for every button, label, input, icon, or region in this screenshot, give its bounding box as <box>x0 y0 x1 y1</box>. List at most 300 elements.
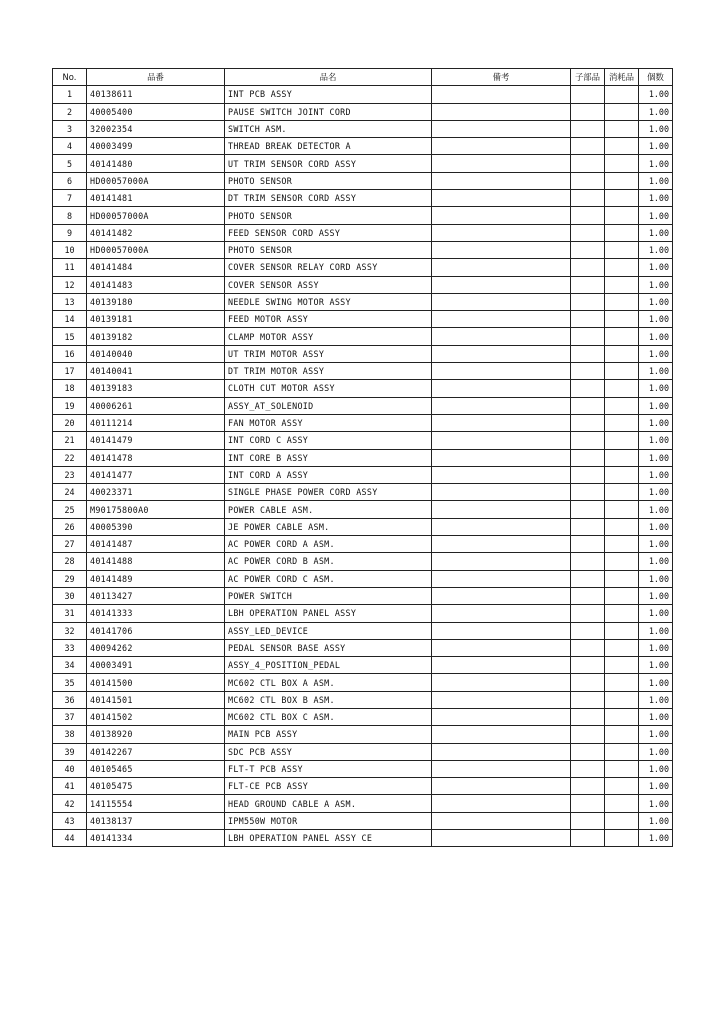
row-consumable <box>605 778 639 795</box>
row-part-code: 40141334 <box>87 830 225 847</box>
row-quantity: 1.00 <box>639 812 673 829</box>
table-row <box>53 241 673 258</box>
row-consumable <box>605 120 639 137</box>
row-remarks <box>432 622 571 639</box>
row-part-name: AC POWER CORD A ASM. <box>225 536 432 553</box>
row-no: 26 <box>53 518 87 535</box>
row-part-code: 40023371 <box>87 484 225 501</box>
row-no: 12 <box>53 276 87 293</box>
row-remarks <box>432 830 571 847</box>
row-sub-part <box>571 812 605 829</box>
row-part-name: AC POWER CORD B ASM. <box>225 553 432 570</box>
row-part-name: FLT-CE PCB ASSY <box>225 778 432 795</box>
row-remarks <box>432 241 571 258</box>
row-remarks <box>432 639 571 656</box>
row-consumable <box>605 293 639 310</box>
row-part-code: 14115554 <box>87 795 225 812</box>
table-row <box>53 311 673 328</box>
row-consumable <box>605 536 639 553</box>
row-sub-part <box>571 293 605 310</box>
table-row <box>53 86 673 103</box>
row-remarks <box>432 795 571 812</box>
row-remarks <box>432 259 571 276</box>
header-sub-part: 子部品 <box>571 69 605 86</box>
row-part-code: 40142267 <box>87 743 225 760</box>
row-part-code: 40105465 <box>87 760 225 777</box>
row-part-code: 40140040 <box>87 345 225 362</box>
row-consumable <box>605 103 639 120</box>
row-part-code: HD00057000A <box>87 241 225 258</box>
row-part-code: 40141479 <box>87 432 225 449</box>
row-quantity: 1.00 <box>639 207 673 224</box>
row-sub-part <box>571 484 605 501</box>
row-quantity: 1.00 <box>639 224 673 241</box>
table-row <box>53 760 673 777</box>
row-no: 38 <box>53 726 87 743</box>
row-no: 19 <box>53 397 87 414</box>
row-consumable <box>605 155 639 172</box>
row-remarks <box>432 138 571 155</box>
row-part-name: INT CORD C ASSY <box>225 432 432 449</box>
table-row <box>53 587 673 604</box>
row-sub-part <box>571 518 605 535</box>
row-remarks <box>432 345 571 362</box>
row-no: 44 <box>53 830 87 847</box>
row-consumable <box>605 587 639 604</box>
table-row <box>53 224 673 241</box>
row-no: 1 <box>53 86 87 103</box>
row-sub-part <box>571 138 605 155</box>
row-part-name: UT TRIM SENSOR CORD ASSY <box>225 155 432 172</box>
row-quantity: 1.00 <box>639 120 673 137</box>
row-part-code: 40141502 <box>87 708 225 725</box>
row-part-name: FLT-T PCB ASSY <box>225 760 432 777</box>
row-remarks <box>432 190 571 207</box>
row-remarks <box>432 449 571 466</box>
row-quantity: 1.00 <box>639 86 673 103</box>
row-sub-part <box>571 570 605 587</box>
row-part-name: SDC PCB ASSY <box>225 743 432 760</box>
row-part-name: INT CORD A ASSY <box>225 466 432 483</box>
table-row <box>53 155 673 172</box>
row-remarks <box>432 311 571 328</box>
row-no: 2 <box>53 103 87 120</box>
row-part-code: 40139180 <box>87 293 225 310</box>
row-consumable <box>605 138 639 155</box>
row-quantity: 1.00 <box>639 432 673 449</box>
table-row <box>53 743 673 760</box>
row-consumable <box>605 657 639 674</box>
row-consumable <box>605 708 639 725</box>
row-remarks <box>432 155 571 172</box>
table-row <box>53 605 673 622</box>
row-part-code: 40141706 <box>87 622 225 639</box>
row-part-name: DT TRIM SENSOR CORD ASSY <box>225 190 432 207</box>
row-no: 14 <box>53 311 87 328</box>
row-sub-part <box>571 743 605 760</box>
row-no: 39 <box>53 743 87 760</box>
row-quantity: 1.00 <box>639 743 673 760</box>
row-no: 42 <box>53 795 87 812</box>
table-row <box>53 639 673 656</box>
row-no: 30 <box>53 587 87 604</box>
row-no: 40 <box>53 760 87 777</box>
table-row <box>53 726 673 743</box>
row-part-name: ASSY_4_POSITION_PEDAL <box>225 657 432 674</box>
row-quantity: 1.00 <box>639 259 673 276</box>
row-part-code: 40139183 <box>87 380 225 397</box>
row-quantity: 1.00 <box>639 536 673 553</box>
row-remarks <box>432 293 571 310</box>
row-part-name: COVER SENSOR ASSY <box>225 276 432 293</box>
row-no: 11 <box>53 259 87 276</box>
row-remarks <box>432 120 571 137</box>
row-sub-part <box>571 363 605 380</box>
row-part-code: 40141477 <box>87 466 225 483</box>
table-row <box>53 414 673 431</box>
row-sub-part <box>571 605 605 622</box>
row-no: 29 <box>53 570 87 587</box>
header-quantity: 個数 <box>639 69 673 86</box>
header-row <box>53 69 673 86</box>
row-part-code: 40141483 <box>87 276 225 293</box>
row-remarks <box>432 328 571 345</box>
row-quantity: 1.00 <box>639 657 673 674</box>
row-part-name: PAUSE SWITCH JOINT CORD <box>225 103 432 120</box>
row-no: 31 <box>53 605 87 622</box>
row-part-name: JE POWER CABLE ASM. <box>225 518 432 535</box>
row-quantity: 1.00 <box>639 155 673 172</box>
parts-table-body <box>53 86 673 847</box>
table-row <box>53 138 673 155</box>
row-consumable <box>605 380 639 397</box>
table-row <box>53 830 673 847</box>
row-remarks <box>432 518 571 535</box>
row-consumable <box>605 760 639 777</box>
table-row <box>53 518 673 535</box>
row-sub-part <box>571 449 605 466</box>
row-consumable <box>605 501 639 518</box>
header-remarks: 備考 <box>432 69 571 86</box>
table-row <box>53 172 673 189</box>
row-no: 3 <box>53 120 87 137</box>
table-row <box>53 570 673 587</box>
row-part-name: CLAMP MOTOR ASSY <box>225 328 432 345</box>
row-part-code: 40141478 <box>87 449 225 466</box>
row-remarks <box>432 778 571 795</box>
row-sub-part <box>571 86 605 103</box>
row-no: 25 <box>53 501 87 518</box>
row-quantity: 1.00 <box>639 795 673 812</box>
row-remarks <box>432 207 571 224</box>
row-consumable <box>605 414 639 431</box>
row-quantity: 1.00 <box>639 622 673 639</box>
row-remarks <box>432 605 571 622</box>
row-quantity: 1.00 <box>639 830 673 847</box>
table-row <box>53 795 673 812</box>
row-part-code: 32002354 <box>87 120 225 137</box>
row-quantity: 1.00 <box>639 345 673 362</box>
table-row <box>53 328 673 345</box>
table-row <box>53 190 673 207</box>
row-consumable <box>605 432 639 449</box>
row-consumable <box>605 190 639 207</box>
row-no: 8 <box>53 207 87 224</box>
row-part-code: 40141484 <box>87 259 225 276</box>
table-row <box>53 708 673 725</box>
row-sub-part <box>571 397 605 414</box>
row-quantity: 1.00 <box>639 449 673 466</box>
row-sub-part <box>571 432 605 449</box>
row-part-name: INT CORE B ASSY <box>225 449 432 466</box>
row-quantity: 1.00 <box>639 778 673 795</box>
row-quantity: 1.00 <box>639 570 673 587</box>
row-remarks <box>432 743 571 760</box>
row-part-code: 40141500 <box>87 674 225 691</box>
row-sub-part <box>571 536 605 553</box>
row-quantity: 1.00 <box>639 587 673 604</box>
row-sub-part <box>571 708 605 725</box>
row-part-code: 40141482 <box>87 224 225 241</box>
row-no: 15 <box>53 328 87 345</box>
row-part-name: UT TRIM MOTOR ASSY <box>225 345 432 362</box>
row-no: 32 <box>53 622 87 639</box>
row-part-code: 40003491 <box>87 657 225 674</box>
row-no: 33 <box>53 639 87 656</box>
row-no: 27 <box>53 536 87 553</box>
row-part-code: 40139182 <box>87 328 225 345</box>
row-no: 20 <box>53 414 87 431</box>
row-quantity: 1.00 <box>639 293 673 310</box>
table-row <box>53 778 673 795</box>
row-consumable <box>605 449 639 466</box>
row-sub-part <box>571 172 605 189</box>
row-part-name: MC602 CTL BOX B ASM. <box>225 691 432 708</box>
table-row <box>53 345 673 362</box>
table-row <box>53 553 673 570</box>
row-quantity: 1.00 <box>639 501 673 518</box>
row-part-name: PEDAL SENSOR BASE ASSY <box>225 639 432 656</box>
row-no: 41 <box>53 778 87 795</box>
row-sub-part <box>571 207 605 224</box>
row-sub-part <box>571 587 605 604</box>
row-part-name: FEED SENSOR CORD ASSY <box>225 224 432 241</box>
row-remarks <box>432 553 571 570</box>
row-sub-part <box>571 674 605 691</box>
row-no: 43 <box>53 812 87 829</box>
row-part-name: PHOTO SENSOR <box>225 207 432 224</box>
header-consumable: 消耗品 <box>605 69 639 86</box>
row-sub-part <box>571 657 605 674</box>
row-sub-part <box>571 276 605 293</box>
row-remarks <box>432 484 571 501</box>
row-no: 37 <box>53 708 87 725</box>
row-quantity: 1.00 <box>639 380 673 397</box>
row-quantity: 1.00 <box>639 172 673 189</box>
row-quantity: 1.00 <box>639 138 673 155</box>
table-row <box>53 674 673 691</box>
table-row <box>53 691 673 708</box>
row-part-name: PHOTO SENSOR <box>225 172 432 189</box>
row-quantity: 1.00 <box>639 674 673 691</box>
row-no: 7 <box>53 190 87 207</box>
row-no: 18 <box>53 380 87 397</box>
row-sub-part <box>571 380 605 397</box>
row-consumable <box>605 241 639 258</box>
row-remarks <box>432 397 571 414</box>
row-part-code: 40003499 <box>87 138 225 155</box>
row-quantity: 1.00 <box>639 414 673 431</box>
row-consumable <box>605 484 639 501</box>
row-part-name: SWITCH ASM. <box>225 120 432 137</box>
row-sub-part <box>571 726 605 743</box>
table-row <box>53 622 673 639</box>
row-part-code: 40094262 <box>87 639 225 656</box>
row-sub-part <box>571 224 605 241</box>
row-part-code: 40138137 <box>87 812 225 829</box>
row-part-name: COVER SENSOR RELAY CORD ASSY <box>225 259 432 276</box>
row-part-name: IPM550W MOTOR <box>225 812 432 829</box>
row-consumable <box>605 830 639 847</box>
row-no: 21 <box>53 432 87 449</box>
parts-list-page <box>52 68 672 847</box>
row-consumable <box>605 639 639 656</box>
row-part-code: 40141501 <box>87 691 225 708</box>
row-sub-part <box>571 795 605 812</box>
row-no: 36 <box>53 691 87 708</box>
row-quantity: 1.00 <box>639 639 673 656</box>
row-remarks <box>432 276 571 293</box>
row-no: 4 <box>53 138 87 155</box>
row-consumable <box>605 328 639 345</box>
row-quantity: 1.00 <box>639 484 673 501</box>
row-remarks <box>432 812 571 829</box>
row-consumable <box>605 224 639 241</box>
table-row <box>53 207 673 224</box>
row-part-name: INT PCB ASSY <box>225 86 432 103</box>
row-consumable <box>605 691 639 708</box>
row-part-code: 40138920 <box>87 726 225 743</box>
row-no: 6 <box>53 172 87 189</box>
row-part-name: CLOTH CUT MOTOR ASSY <box>225 380 432 397</box>
row-quantity: 1.00 <box>639 311 673 328</box>
row-part-name: SINGLE PHASE POWER CORD ASSY <box>225 484 432 501</box>
row-sub-part <box>571 190 605 207</box>
row-sub-part <box>571 639 605 656</box>
table-row <box>53 657 673 674</box>
table-row <box>53 466 673 483</box>
row-part-name: POWER CABLE ASM. <box>225 501 432 518</box>
row-no: 9 <box>53 224 87 241</box>
row-no: 35 <box>53 674 87 691</box>
row-consumable <box>605 812 639 829</box>
table-row <box>53 293 673 310</box>
row-quantity: 1.00 <box>639 363 673 380</box>
row-consumable <box>605 570 639 587</box>
row-part-code: HD00057000A <box>87 207 225 224</box>
row-remarks <box>432 224 571 241</box>
row-consumable <box>605 743 639 760</box>
row-part-name: NEEDLE SWING MOTOR ASSY <box>225 293 432 310</box>
row-remarks <box>432 726 571 743</box>
row-consumable <box>605 518 639 535</box>
row-quantity: 1.00 <box>639 605 673 622</box>
row-remarks <box>432 363 571 380</box>
row-part-code: 40141480 <box>87 155 225 172</box>
row-remarks <box>432 691 571 708</box>
row-remarks <box>432 103 571 120</box>
table-row <box>53 259 673 276</box>
row-remarks <box>432 432 571 449</box>
row-no: 28 <box>53 553 87 570</box>
row-sub-part <box>571 691 605 708</box>
row-part-code: 40138611 <box>87 86 225 103</box>
row-part-code: 40006261 <box>87 397 225 414</box>
row-part-code: 40141489 <box>87 570 225 587</box>
row-part-name: POWER SWITCH <box>225 587 432 604</box>
row-part-code: 40140041 <box>87 363 225 380</box>
row-sub-part <box>571 622 605 639</box>
row-remarks <box>432 708 571 725</box>
row-no: 17 <box>53 363 87 380</box>
table-row <box>53 812 673 829</box>
row-quantity: 1.00 <box>639 708 673 725</box>
row-sub-part <box>571 155 605 172</box>
row-consumable <box>605 397 639 414</box>
row-consumable <box>605 276 639 293</box>
row-remarks <box>432 414 571 431</box>
row-no: 5 <box>53 155 87 172</box>
table-row <box>53 276 673 293</box>
row-part-name: LBH OPERATION PANEL ASSY <box>225 605 432 622</box>
row-remarks <box>432 86 571 103</box>
table-row <box>53 432 673 449</box>
row-quantity: 1.00 <box>639 760 673 777</box>
row-part-name: DT TRIM MOTOR ASSY <box>225 363 432 380</box>
row-no: 24 <box>53 484 87 501</box>
row-part-name: MAIN PCB ASSY <box>225 726 432 743</box>
row-consumable <box>605 622 639 639</box>
table-row <box>53 397 673 414</box>
row-part-name: ASSY_AT_SOLENOID <box>225 397 432 414</box>
row-quantity: 1.00 <box>639 276 673 293</box>
row-consumable <box>605 553 639 570</box>
row-consumable <box>605 207 639 224</box>
row-remarks <box>432 570 571 587</box>
row-no: 22 <box>53 449 87 466</box>
row-sub-part <box>571 345 605 362</box>
row-part-name: AC POWER CORD C ASM. <box>225 570 432 587</box>
table-row <box>53 120 673 137</box>
row-remarks <box>432 760 571 777</box>
row-consumable <box>605 172 639 189</box>
row-part-name: MC602 CTL BOX A ASM. <box>225 674 432 691</box>
row-part-name: MC602 CTL BOX C ASM. <box>225 708 432 725</box>
row-part-name: PHOTO SENSOR <box>225 241 432 258</box>
table-row <box>53 501 673 518</box>
row-sub-part <box>571 501 605 518</box>
row-part-name: HEAD GROUND CABLE A ASM. <box>225 795 432 812</box>
header-part-name: 品名 <box>225 69 432 86</box>
row-part-code: 40141481 <box>87 190 225 207</box>
row-remarks <box>432 674 571 691</box>
row-consumable <box>605 311 639 328</box>
row-quantity: 1.00 <box>639 691 673 708</box>
row-sub-part <box>571 328 605 345</box>
table-row <box>53 536 673 553</box>
row-part-code: 40105475 <box>87 778 225 795</box>
row-remarks <box>432 466 571 483</box>
